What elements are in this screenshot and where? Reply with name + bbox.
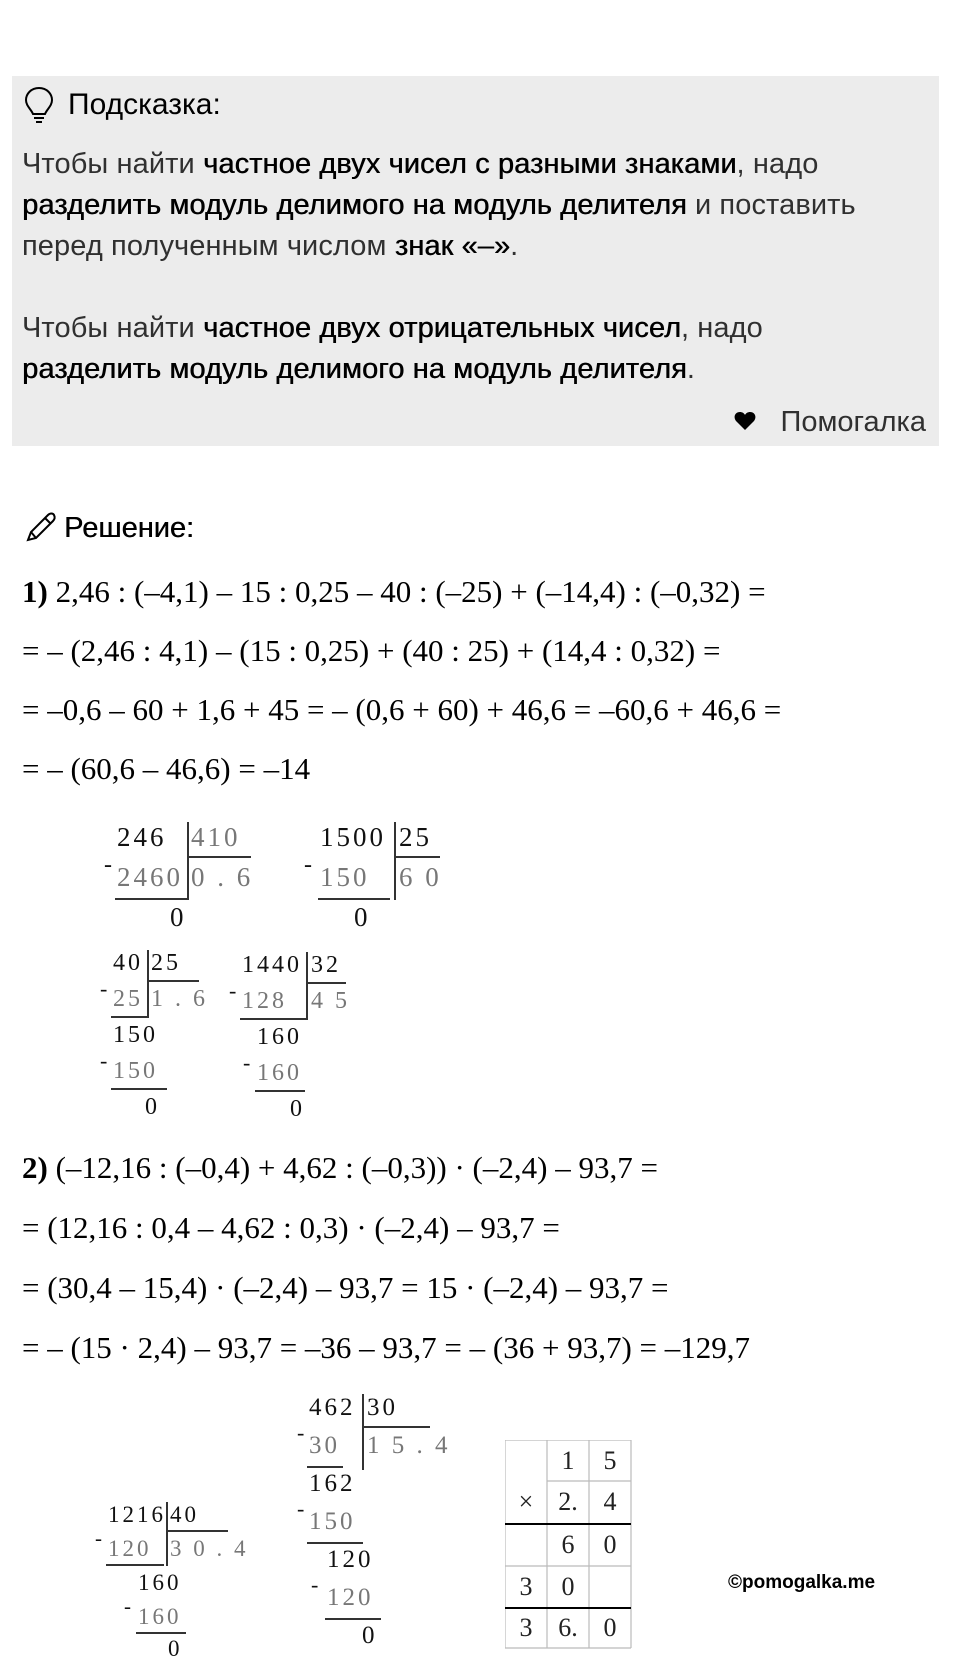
- hint-line: перед полученным числом знак «–».: [22, 230, 519, 262]
- division-bar: [362, 1394, 364, 1470]
- division-line: [307, 1466, 343, 1468]
- lightbulb-icon: [24, 86, 54, 124]
- minus-sign: -: [124, 1594, 134, 1618]
- minus-sign: -: [95, 1526, 105, 1550]
- remainder: 0: [145, 1094, 160, 1120]
- subtrahend: 25: [113, 986, 143, 1012]
- divisor: 30: [367, 1394, 398, 1421]
- equation-line: = (30,4 – 15,4) · (–2,4) – 93,7 = 15 · (–2,4) – 93,7 =: [22, 1270, 669, 1305]
- divisor: 40: [170, 1502, 199, 1527]
- grid-cell: 0: [603, 1613, 617, 1642]
- solution-title: Решение:: [64, 512, 194, 544]
- subtrahend: 150: [309, 1508, 356, 1535]
- grid-cell: 1: [561, 1446, 575, 1475]
- hint-line: разделить модуль делимого на модуль делителя и поставить: [22, 189, 856, 221]
- remainder: 0: [362, 1622, 378, 1649]
- divisor: 32: [311, 952, 341, 978]
- division-line: [106, 1564, 164, 1566]
- division-line: [364, 1426, 430, 1428]
- divisor: 25: [151, 950, 181, 976]
- division-bar: [166, 1502, 168, 1566]
- multiply-sign: ×: [518, 1487, 534, 1516]
- minus-sign: -: [229, 978, 240, 1003]
- divisor: 410: [191, 822, 241, 852]
- division-line: [240, 1018, 306, 1020]
- grid-cell: 4: [603, 1487, 617, 1516]
- pencil-icon: [24, 510, 58, 544]
- division-line: [168, 1530, 228, 1532]
- minus-sign: -: [311, 1572, 322, 1597]
- division-line: [396, 856, 440, 858]
- subtrahend: 150: [320, 862, 370, 892]
- minus-sign: -: [243, 1050, 254, 1075]
- division-line: [255, 1090, 305, 1092]
- minus-sign: -: [104, 852, 115, 878]
- partial-remainder: 160: [138, 1570, 182, 1595]
- hint-title: Подсказка:: [68, 88, 221, 121]
- dividend: 246: [117, 822, 167, 852]
- equation-line: 2) (–12,16 : (–0,4) + 4,62 : (–0,3)) · (–2,4) – 93,7 =: [22, 1150, 658, 1185]
- partial-remainder: 162: [309, 1470, 356, 1497]
- equation-line: 1) 2,46 : (–4,1) – 15 : 0,25 – 40 : (–25) + (–14,4) : (–0,32) =: [22, 574, 766, 609]
- minus-sign: -: [297, 1420, 308, 1445]
- subtrahend: 120: [108, 1536, 152, 1561]
- dividend: 40: [113, 950, 143, 976]
- partial-remainder: 160: [257, 1024, 302, 1050]
- minus-sign: -: [297, 1496, 308, 1521]
- subtrahend: 2460: [117, 862, 183, 892]
- grid-cell: 3: [519, 1613, 533, 1642]
- grid-cell: 0: [603, 1530, 617, 1559]
- copyright-label: ©pomogalka.me: [728, 1572, 876, 1593]
- dividend: 1500: [320, 822, 386, 852]
- equation-line: = –0,6 – 60 + 1,6 + 45 = – (0,6 + 60) + 46,6 = –60,6 + 46,6 =: [22, 692, 782, 727]
- dividend: 1216: [108, 1502, 166, 1527]
- quotient: 3 0 . 4: [170, 1536, 249, 1561]
- equation-line: = – (60,6 – 46,6) = –14: [22, 751, 311, 786]
- division-bar: [306, 952, 308, 1020]
- grid-cell: 6: [561, 1530, 575, 1559]
- partial-remainder: 120: [327, 1546, 374, 1573]
- division-line: [308, 982, 346, 984]
- quotient: 1 5 . 4: [367, 1432, 451, 1459]
- subtrahend: 30: [309, 1432, 340, 1459]
- remainder: 0: [170, 902, 187, 932]
- division-line: [111, 1088, 167, 1090]
- minus-sign: -: [100, 1048, 111, 1073]
- division-line: [318, 898, 390, 900]
- division-line: [189, 856, 251, 858]
- divisor: 25: [399, 822, 432, 852]
- hint-line: Чтобы найти частное двух чисел с разными знаками, надо: [22, 148, 819, 180]
- grid-cell: 5: [603, 1446, 617, 1475]
- division-line: [136, 1632, 186, 1634]
- remainder: 0: [354, 902, 371, 932]
- remainder: 0: [168, 1636, 183, 1661]
- heart-icon: [734, 411, 756, 431]
- dividend: 462: [309, 1394, 356, 1421]
- grid-cell: 2.: [558, 1487, 578, 1516]
- equation-line: = – (2,46 : 4,1) – (15 : 0,25) + (40 : 25) + (14,4 : 0,32) =: [22, 633, 721, 668]
- quotient: 1 . 6: [151, 986, 208, 1012]
- partial-remainder: 150: [113, 1022, 158, 1048]
- grid-cell: 6.: [558, 1613, 578, 1642]
- division-bar: [394, 822, 396, 900]
- remainder: 0: [290, 1096, 305, 1122]
- quotient: 4 5: [311, 988, 350, 1014]
- minus-sign: -: [100, 976, 111, 1001]
- division-line: [111, 1016, 147, 1018]
- quotient: 6 0: [399, 862, 442, 892]
- hint-line: Чтобы найти частное двух отрицательных чисел, надо: [22, 312, 763, 344]
- division-line: [325, 1618, 381, 1620]
- grid-cell: 3: [519, 1572, 533, 1601]
- subtrahend: 160: [138, 1604, 182, 1629]
- division-bar: [147, 950, 149, 1018]
- grid-cell: 0: [561, 1572, 575, 1601]
- subtrahend: 120: [327, 1584, 374, 1611]
- subtrahend: 128: [242, 988, 287, 1014]
- equation-line: = – (15 · 2,4) – 93,7 = –36 – 93,7 = – (36 + 93,7) = –129,7: [22, 1330, 751, 1365]
- brand-label: Помогалка: [780, 406, 926, 438]
- subtrahend: 160: [257, 1060, 302, 1086]
- division-line: [307, 1542, 363, 1544]
- quotient: 0 . 6: [191, 862, 254, 892]
- dividend: 1440: [242, 952, 302, 978]
- division-line: [115, 898, 187, 900]
- minus-sign: -: [304, 852, 315, 878]
- equation-line: = (12,16 : 0,4 – 4,62 : 0,3) · (–2,4) – 93,7 =: [22, 1210, 560, 1245]
- division-line: [149, 980, 199, 982]
- hint-line: разделить модуль делимого на модуль делителя.: [22, 353, 695, 385]
- subtrahend: 150: [113, 1058, 158, 1084]
- division-bar: [187, 822, 189, 900]
